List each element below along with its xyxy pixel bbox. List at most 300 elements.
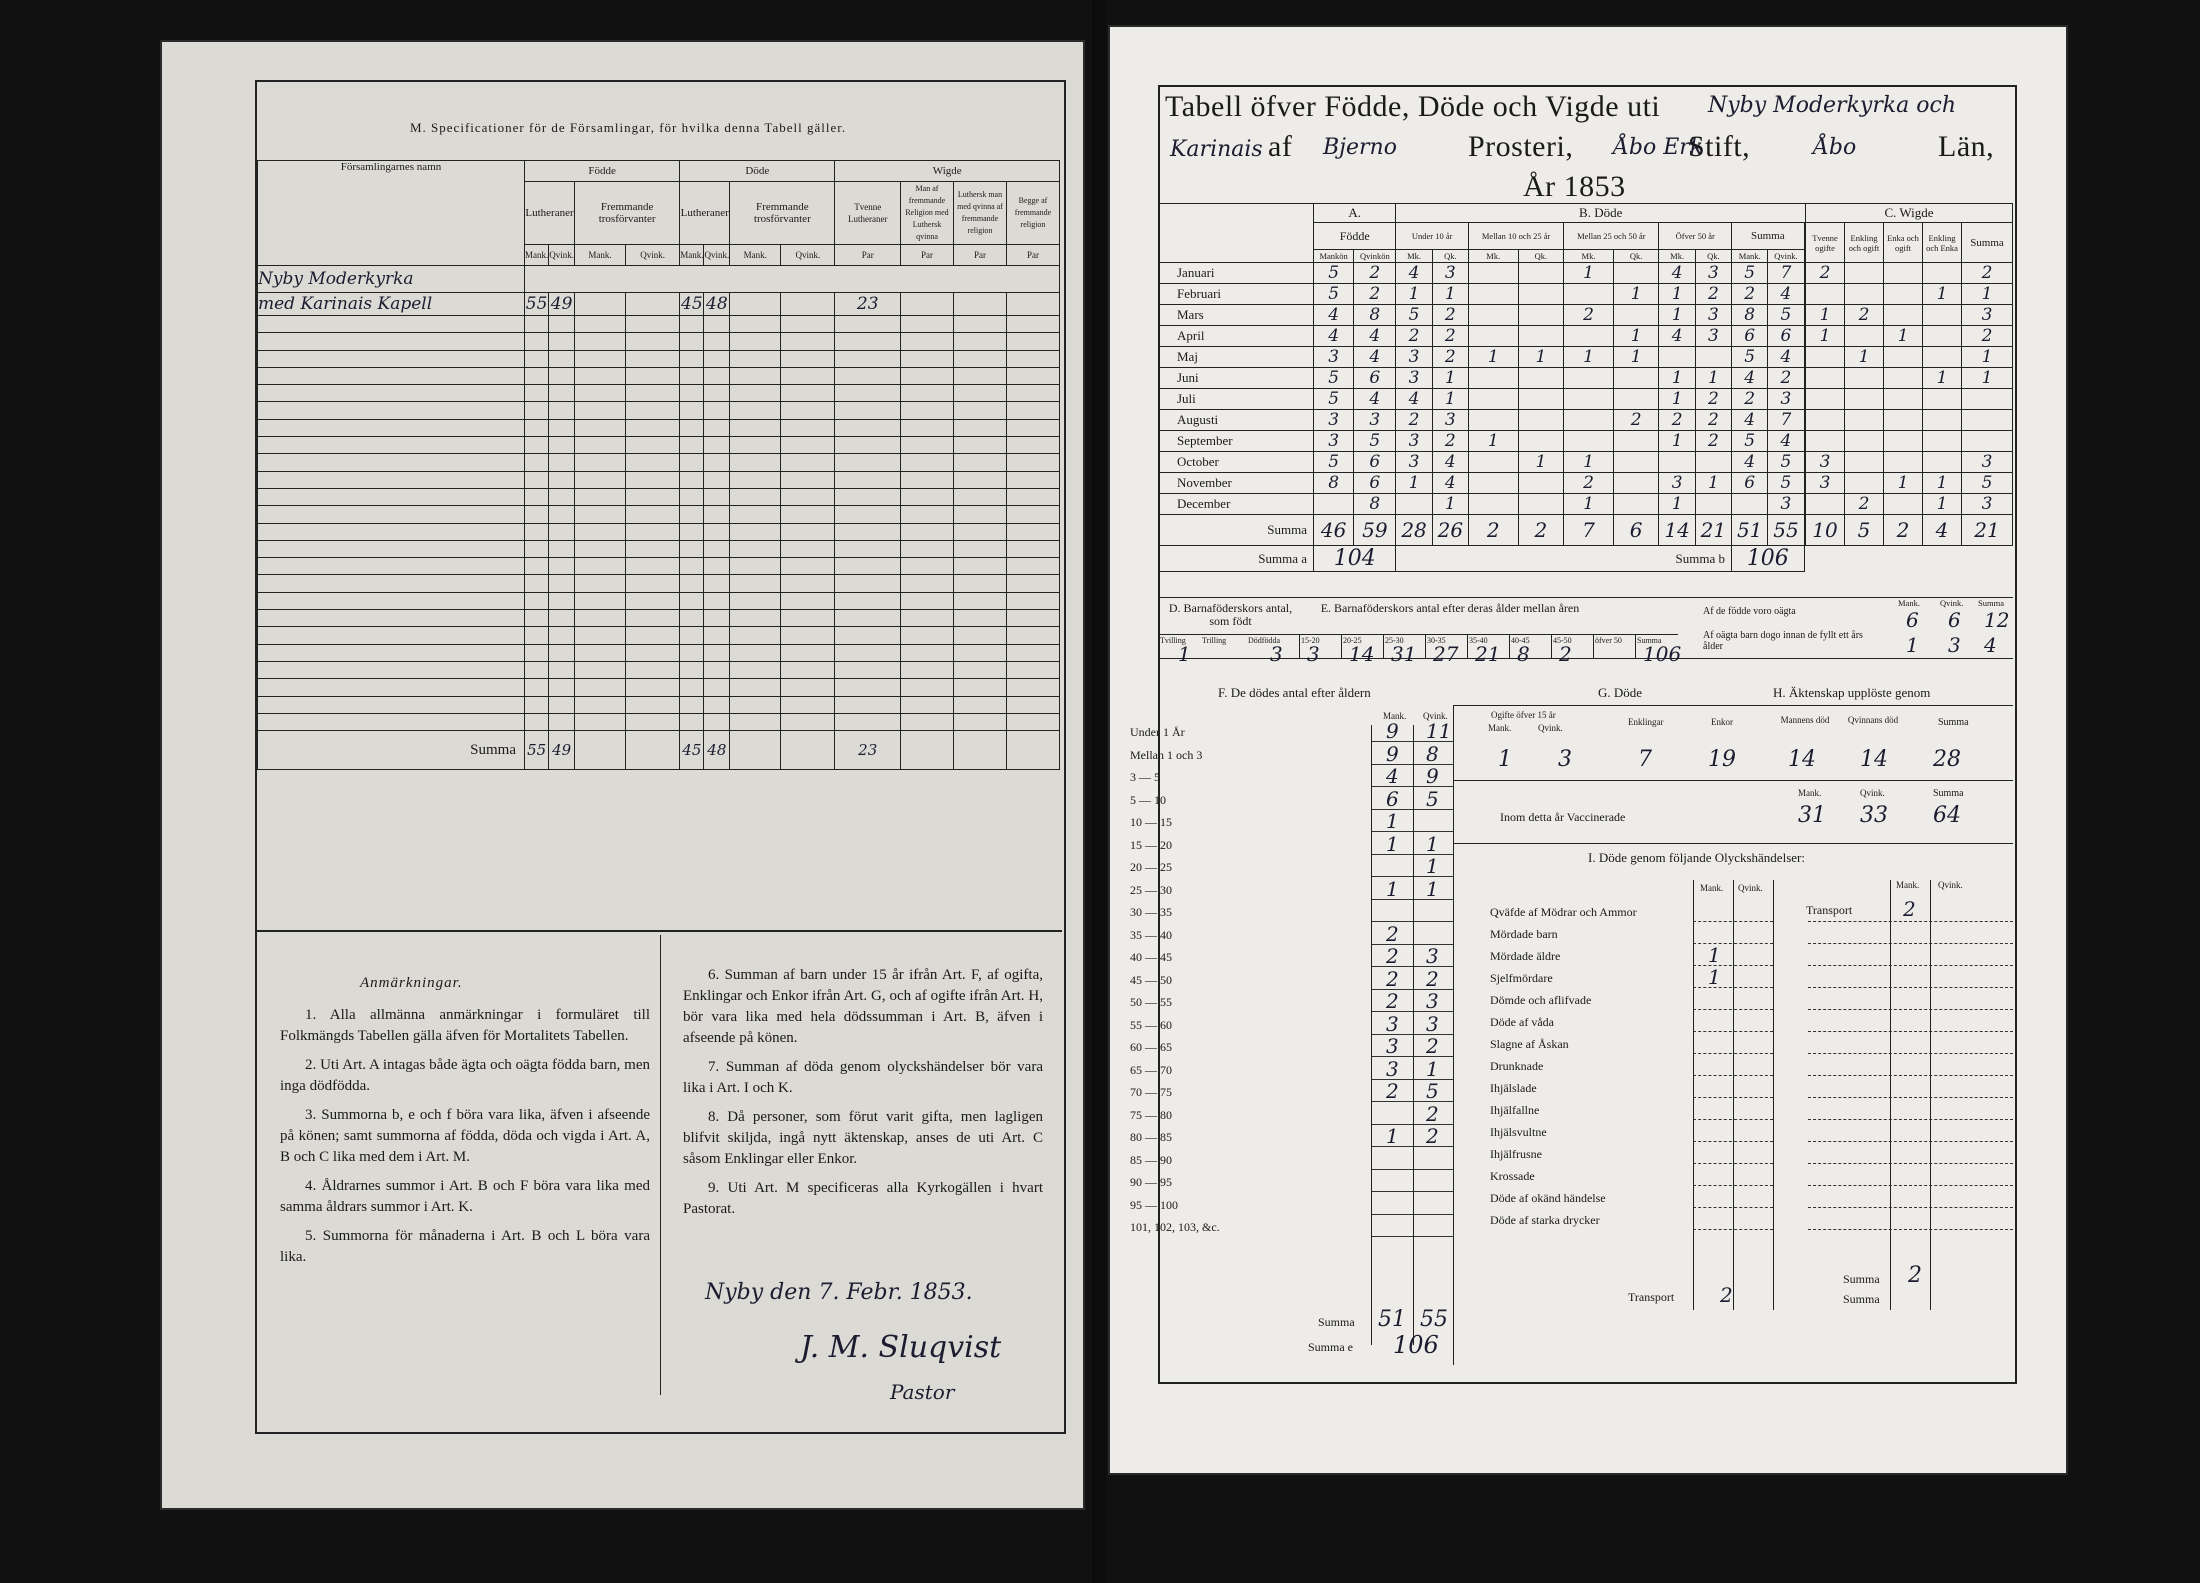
empty-cell xyxy=(781,713,835,730)
empty-cell xyxy=(626,540,680,557)
I-hdr-mank: Mank. xyxy=(1700,883,1724,893)
empty-cell xyxy=(954,350,1007,367)
empty-cell xyxy=(258,402,525,419)
E-col: 35-40 xyxy=(1469,636,1488,645)
E-rule xyxy=(1383,634,1384,658)
empty-cell xyxy=(575,471,626,488)
empty-cell xyxy=(901,713,954,730)
I-summa-val: 2 xyxy=(1908,1263,1922,1288)
hdr-m10-25: Mellan 10 och 25 år xyxy=(1468,223,1563,250)
empty-cell xyxy=(575,558,626,575)
empty-cell xyxy=(781,402,835,419)
header-wigde: Wigde xyxy=(835,161,1060,182)
empty-cell xyxy=(525,592,549,609)
I-row-rule-right xyxy=(1808,1229,2013,1230)
empty-row xyxy=(258,661,1060,678)
summa-a-label: Summa a xyxy=(1159,546,1314,572)
monthly-table xyxy=(1158,203,2013,572)
month-row xyxy=(1159,347,2013,368)
F-row-rule xyxy=(1371,831,1453,832)
empty-cell xyxy=(954,402,1007,419)
summa-fodde-lut-qvink: 49 xyxy=(549,731,575,770)
empty-cell xyxy=(954,661,1007,678)
F-age-q: 2 xyxy=(1426,1124,1439,1148)
empty-row xyxy=(258,713,1060,730)
empty-cell xyxy=(730,558,781,575)
summa-wigde-tvenne: 23 xyxy=(835,731,901,770)
empty-cell xyxy=(525,385,549,402)
month-value: 1 xyxy=(1432,368,1468,389)
month-value: 1 xyxy=(1845,347,1884,368)
empty-cell xyxy=(954,713,1007,730)
empty-cell xyxy=(781,367,835,384)
empty-cell xyxy=(575,644,626,661)
empty-cell xyxy=(258,333,525,350)
F-summa-q: 55 xyxy=(1420,1307,1448,1332)
month-value: 4 xyxy=(1659,263,1695,284)
month-value xyxy=(1732,494,1768,515)
empty-cell xyxy=(680,367,704,384)
month-summa-label: Summa xyxy=(1159,515,1314,546)
F-age-label: 95 — 100 xyxy=(1130,1197,1178,1212)
month-value xyxy=(1468,263,1518,284)
empty-cell xyxy=(835,661,901,678)
empty-cell xyxy=(781,679,835,696)
F-row-rule xyxy=(1371,944,1453,945)
I-row-rule-right xyxy=(1808,1097,2013,1098)
F-age-q: 1 xyxy=(1426,876,1439,901)
empty-cell xyxy=(575,713,626,730)
month-value: 1 xyxy=(1564,494,1614,515)
empty-cell xyxy=(730,350,781,367)
month-value xyxy=(1923,263,1962,284)
month-value: 3 xyxy=(1806,452,1845,473)
empty-cell xyxy=(1007,419,1060,436)
month-value: 3 xyxy=(1768,494,1804,515)
sum-C-enkling: 5 xyxy=(1845,515,1884,546)
note-6: 6. Summan af barn under 15 år ifrån Art. F, af ogifta, Enklingar och Enkor ifrån Art. G, och af ogifte ifrån Art. H, bör vara lika med hela dödssumman i Art. B, äfven i afseende på könen. xyxy=(683,967,1043,1046)
note-7: 7. Summan af döda genom olyckshändelser bör vara lika i Art. I och K. xyxy=(683,1059,1043,1096)
empty-cell xyxy=(680,558,704,575)
empty-cell xyxy=(730,506,781,523)
month-value: 1 xyxy=(1923,284,1962,305)
oagta-s: 12 xyxy=(1984,608,2010,632)
empty-cell xyxy=(575,627,626,644)
I-row-rule-right xyxy=(1808,1053,2013,1054)
title-lan: Län, xyxy=(1938,130,1995,163)
month-value: 1 xyxy=(1884,326,1923,347)
empty-cell xyxy=(954,592,1007,609)
month-value: 2 xyxy=(1659,410,1695,431)
I-hdr-qvink: Qvink. xyxy=(1738,883,1763,893)
month-value: 2 xyxy=(1432,431,1468,452)
empty-cell xyxy=(954,540,1007,557)
empty-row xyxy=(258,333,1060,350)
I-cause-label: Krossade xyxy=(1490,1169,1535,1183)
month-value: 4 xyxy=(1768,347,1804,368)
I-row-rule-right xyxy=(1808,1185,2013,1186)
month-value: 3 xyxy=(1768,389,1804,410)
empty-cell xyxy=(730,385,781,402)
empty-cell xyxy=(525,558,549,575)
F-age-label: 75 — 80 xyxy=(1130,1107,1172,1122)
section-m-title: M. Specificationer för de Församlingar, för hvilka denna Tabell gäller. xyxy=(410,120,847,135)
F-row-rule xyxy=(1371,1236,1453,1237)
oagta-label: Af de födde voro oägta xyxy=(1703,606,1796,617)
empty-row xyxy=(258,679,1060,696)
sum-A-q: 59 xyxy=(1354,515,1396,546)
empty-cell xyxy=(549,540,575,557)
month-value xyxy=(1845,284,1884,305)
month-value xyxy=(1806,389,1845,410)
empty-row xyxy=(258,506,1060,523)
spacer xyxy=(525,266,1060,293)
month-value: 1 xyxy=(1923,473,1962,494)
month-row xyxy=(1159,452,2013,473)
empty-row xyxy=(258,437,1060,454)
F-age-q: 5 xyxy=(1426,786,1439,811)
empty-cell xyxy=(525,437,549,454)
empty-cell xyxy=(781,696,835,713)
hdr-mank: Mank. xyxy=(575,245,626,266)
month-row xyxy=(1159,431,2013,452)
F-rule-1 xyxy=(1371,725,1372,1345)
F-age-label: 20 — 25 xyxy=(1130,860,1172,874)
G-col-enkor: Enkor xyxy=(1711,717,1733,727)
empty-cell xyxy=(525,454,549,471)
F-age-m: 1 xyxy=(1386,1124,1399,1148)
hdr-qvinkon: Qvinkön xyxy=(1354,250,1396,263)
empty-cell xyxy=(704,523,730,540)
F-age-m: 3 xyxy=(1386,1056,1399,1081)
H-col-summa: Summa xyxy=(1938,717,1969,728)
F-age-m: 6 xyxy=(1386,786,1399,811)
I-row-rule-right xyxy=(1808,1119,2013,1120)
month-value: 3 xyxy=(1695,305,1731,326)
I-hdr-qvink-2: Qvink. xyxy=(1938,880,1963,890)
month-value: 8 xyxy=(1354,494,1396,515)
empty-cell xyxy=(575,506,626,523)
month-value: 2 xyxy=(1354,284,1396,305)
empty-cell xyxy=(781,644,835,661)
summa-dode-lut-mank: 45 xyxy=(680,731,704,770)
month-value xyxy=(1695,452,1731,473)
I-cause-m: 1 xyxy=(1708,943,1721,967)
empty-cell xyxy=(704,506,730,523)
month-row xyxy=(1159,494,2013,515)
empty-cell xyxy=(730,316,781,333)
month-value xyxy=(1468,284,1518,305)
sum-10-25-q: 2 xyxy=(1518,515,1564,546)
I-cause-label: Sjelfmördare xyxy=(1490,971,1553,985)
month-name: April xyxy=(1159,326,1314,347)
empty-cell xyxy=(901,333,954,350)
empty-cell xyxy=(1007,540,1060,557)
G-col-ogifte: Ogifte öfver 15 år xyxy=(1491,710,1556,720)
empty-cell xyxy=(258,454,525,471)
summa-fodde-frem-mank xyxy=(575,731,626,770)
F-row-rule xyxy=(1371,1056,1453,1057)
hdr-c-summa: Summa xyxy=(1962,223,2013,263)
hdr-enka-ogift: Enka och ogift xyxy=(1884,223,1923,263)
sum-10-25-m: 2 xyxy=(1468,515,1518,546)
empty-cell xyxy=(525,679,549,696)
month-value: 1 xyxy=(1659,368,1695,389)
empty-cell xyxy=(575,333,626,350)
month-value: 3 xyxy=(1396,347,1432,368)
month-value: 5 xyxy=(1396,305,1432,326)
F-age-label: 15 — 20 xyxy=(1130,837,1172,852)
empty-cell xyxy=(680,540,704,557)
sum-C-summa: 21 xyxy=(1962,515,2013,546)
val-fodde-frem-qvink xyxy=(626,293,680,316)
empty-cell xyxy=(525,367,549,384)
empty-cell xyxy=(549,523,575,540)
month-value: 2 xyxy=(1806,263,1845,284)
month-value: 1 xyxy=(1613,347,1659,368)
sum-u10-m: 28 xyxy=(1396,515,1432,546)
F-row-rule xyxy=(1371,876,1453,877)
empty-cell xyxy=(626,419,680,436)
month-value: 6 xyxy=(1354,473,1396,494)
notes-top-rule xyxy=(257,930,1062,932)
I-rule-2 xyxy=(1733,880,1734,1310)
val-dode-lut-qvink: 48 xyxy=(704,293,730,316)
F-row-rule xyxy=(1371,1101,1453,1102)
hdr-qvink: Qvink. xyxy=(549,245,575,266)
E-val: 106 xyxy=(1643,642,1682,666)
val-wigde-tvenne: 23 xyxy=(835,293,901,316)
month-value: 1 xyxy=(1432,389,1468,410)
month-value: 1 xyxy=(1564,452,1614,473)
empty-cell xyxy=(258,627,525,644)
empty-cell xyxy=(781,488,835,505)
F-row-rule xyxy=(1371,1011,1453,1012)
month-value xyxy=(1962,410,2013,431)
empty-cell xyxy=(781,610,835,627)
vacc-rule xyxy=(1453,843,2013,844)
month-value: 7 xyxy=(1768,410,1804,431)
empty-cell xyxy=(954,644,1007,661)
empty-cell xyxy=(525,471,549,488)
F-title: F. De dödes antal efter åldern xyxy=(1218,685,1371,700)
val-wigde-begge xyxy=(1007,293,1060,316)
empty-cell xyxy=(680,471,704,488)
I-cause-label: Ihjälsvultne xyxy=(1490,1125,1547,1139)
empty-cell xyxy=(680,661,704,678)
month-value xyxy=(1923,305,1962,326)
month-name: Augusti xyxy=(1159,410,1314,431)
empty-cell xyxy=(730,454,781,471)
I-cause-label: Ihjälfallne xyxy=(1490,1103,1540,1117)
notes-divider xyxy=(660,935,661,1395)
empty-cell xyxy=(525,402,549,419)
empty-row xyxy=(258,488,1060,505)
E-col: Summa xyxy=(1637,636,1662,645)
empty-cell xyxy=(575,385,626,402)
month-value: 2 xyxy=(1962,263,2013,284)
month-value xyxy=(1806,368,1845,389)
D-val-tvilling: 1 xyxy=(1178,642,1191,666)
empty-cell xyxy=(1007,575,1060,592)
note-1: 1. Alla allmänna anmärkningar i formuläret till Folkmängds Tabellen gälla äfven för Mortalitets Tabellen. xyxy=(280,1007,650,1044)
empty-cell xyxy=(549,333,575,350)
empty-row xyxy=(258,592,1060,609)
month-name: Juli xyxy=(1159,389,1314,410)
G-val-m: 1 xyxy=(1498,747,1512,772)
month-value xyxy=(1468,326,1518,347)
empty-cell xyxy=(730,661,781,678)
empty-cell xyxy=(835,402,901,419)
empty-row xyxy=(258,316,1060,333)
empty-cell xyxy=(901,558,954,575)
month-value: 5 xyxy=(1768,452,1804,473)
I-cause-label: Drunknade xyxy=(1490,1059,1544,1073)
empty-cell xyxy=(835,316,901,333)
empty-cell xyxy=(781,333,835,350)
F-age-m: 3 xyxy=(1386,1011,1399,1036)
F-age-label: 40 — 45 xyxy=(1130,950,1172,964)
I-row-rule-right xyxy=(1808,987,2013,988)
month-value xyxy=(1806,431,1845,452)
empty-cell xyxy=(1007,402,1060,419)
header-dode: Döde xyxy=(680,161,835,182)
empty-cell xyxy=(730,679,781,696)
month-value xyxy=(1314,494,1354,515)
empty-cell xyxy=(704,696,730,713)
month-value xyxy=(1845,410,1884,431)
empty-cell xyxy=(258,592,525,609)
month-value: 4 xyxy=(1432,473,1468,494)
summa-wigde-begge xyxy=(1007,731,1060,770)
empty-cell xyxy=(730,402,781,419)
section-de xyxy=(1158,597,2013,666)
oagta-dog-q: 3 xyxy=(1948,633,1961,657)
month-value xyxy=(1613,263,1659,284)
F-age-q: 11 xyxy=(1426,719,1452,743)
month-value: 1 xyxy=(1806,326,1845,347)
month-value xyxy=(1518,284,1564,305)
E-rule xyxy=(1509,634,1510,658)
F-age-m: 3 xyxy=(1386,1034,1399,1058)
F-row-rule xyxy=(1371,989,1453,990)
month-value: 8 xyxy=(1314,473,1354,494)
month-value xyxy=(1884,389,1923,410)
I-row-rule-right xyxy=(1808,965,2013,966)
empty-cell xyxy=(730,575,781,592)
empty-cell xyxy=(730,610,781,627)
month-value xyxy=(1884,452,1923,473)
sum-A-m: 46 xyxy=(1314,515,1354,546)
empty-cell xyxy=(704,454,730,471)
E-val: 14 xyxy=(1349,642,1375,666)
empty-cell xyxy=(549,419,575,436)
F-age-q: 2 xyxy=(1426,1101,1439,1126)
E-rule xyxy=(1425,634,1426,658)
E-val: 27 xyxy=(1433,642,1459,666)
empty-row xyxy=(258,419,1060,436)
empty-cell xyxy=(901,627,954,644)
I-cause-label: Döde af starka drycker xyxy=(1490,1213,1600,1227)
empty-row xyxy=(258,367,1060,384)
I-transport-top-val: 2 xyxy=(1903,897,1916,921)
month-value xyxy=(1884,368,1923,389)
month-value: 8 xyxy=(1354,305,1396,326)
empty-cell xyxy=(575,350,626,367)
month-value xyxy=(1564,368,1614,389)
empty-cell xyxy=(525,713,549,730)
empty-cell xyxy=(549,713,575,730)
empty-cell xyxy=(680,644,704,661)
empty-row xyxy=(258,540,1060,557)
hdr-mank: Mank. xyxy=(730,245,781,266)
empty-row xyxy=(258,385,1060,402)
F-hdr-qvink: Qvink. xyxy=(1423,711,1448,721)
H-col-mannens: Mannens död xyxy=(1780,715,1830,725)
F-row-rule xyxy=(1371,854,1453,855)
month-value: 2 xyxy=(1845,494,1884,515)
empty-cell xyxy=(954,367,1007,384)
empty-cell xyxy=(901,367,954,384)
empty-cell xyxy=(575,610,626,627)
oagta-dog-s: 4 xyxy=(1984,633,1997,657)
empty-cell xyxy=(525,540,549,557)
empty-cell xyxy=(954,610,1007,627)
F-age-label: 80 — 85 xyxy=(1130,1130,1172,1144)
F-summa-e-label: Summa e xyxy=(1308,1340,1353,1354)
empty-cell xyxy=(258,385,525,402)
empty-cell xyxy=(781,419,835,436)
hdr-enkling-ogift: Enkling och ogift xyxy=(1845,223,1884,263)
I-row-rule-right xyxy=(1808,1163,2013,1164)
header-fremmande-dode: Fremmande trosförvanter xyxy=(730,182,835,245)
E-title: E. Barnaföderskors antal efter deras ålder mellan åren xyxy=(1320,601,1580,615)
empty-cell xyxy=(730,644,781,661)
oagta-hdr-summa: Summa xyxy=(1978,598,2004,608)
empty-cell xyxy=(1007,523,1060,540)
title-parish-hw: Nyby Moderkyrka och xyxy=(1708,93,1957,118)
F-age-m: 1 xyxy=(1386,809,1399,833)
signature-place: Nyby den 7. Febr. 1853. xyxy=(705,1280,973,1305)
F-age-label: 55 — 60 xyxy=(1130,1017,1172,1032)
empty-cell xyxy=(781,592,835,609)
empty-cell xyxy=(549,454,575,471)
hdr-qvink: Qvink. xyxy=(781,245,835,266)
empty-cell xyxy=(835,540,901,557)
F-age-label: 5 — 10 xyxy=(1130,792,1166,807)
month-name: Mars xyxy=(1159,305,1314,326)
month-value: 8 xyxy=(1732,305,1768,326)
F-row-rule xyxy=(1371,921,1453,922)
empty-cell xyxy=(680,627,704,644)
I-row-rule-right xyxy=(1808,1009,2013,1010)
empty-cell xyxy=(901,402,954,419)
month-value xyxy=(1613,389,1659,410)
sum-u10-q: 26 xyxy=(1432,515,1468,546)
empty-cell xyxy=(258,540,525,557)
empty-cell xyxy=(575,575,626,592)
empty-cell xyxy=(901,644,954,661)
I-row-rule-right xyxy=(1808,943,2013,944)
month-value xyxy=(1806,284,1845,305)
right-page xyxy=(1108,25,2068,1475)
month-value: 3 xyxy=(1962,305,2013,326)
sum-C-enkling-enka: 4 xyxy=(1923,515,1962,546)
summa-dode-lut-qvink: 48 xyxy=(704,731,730,770)
empty-cell xyxy=(1007,506,1060,523)
empty-cell xyxy=(525,610,549,627)
empty-cell xyxy=(549,696,575,713)
